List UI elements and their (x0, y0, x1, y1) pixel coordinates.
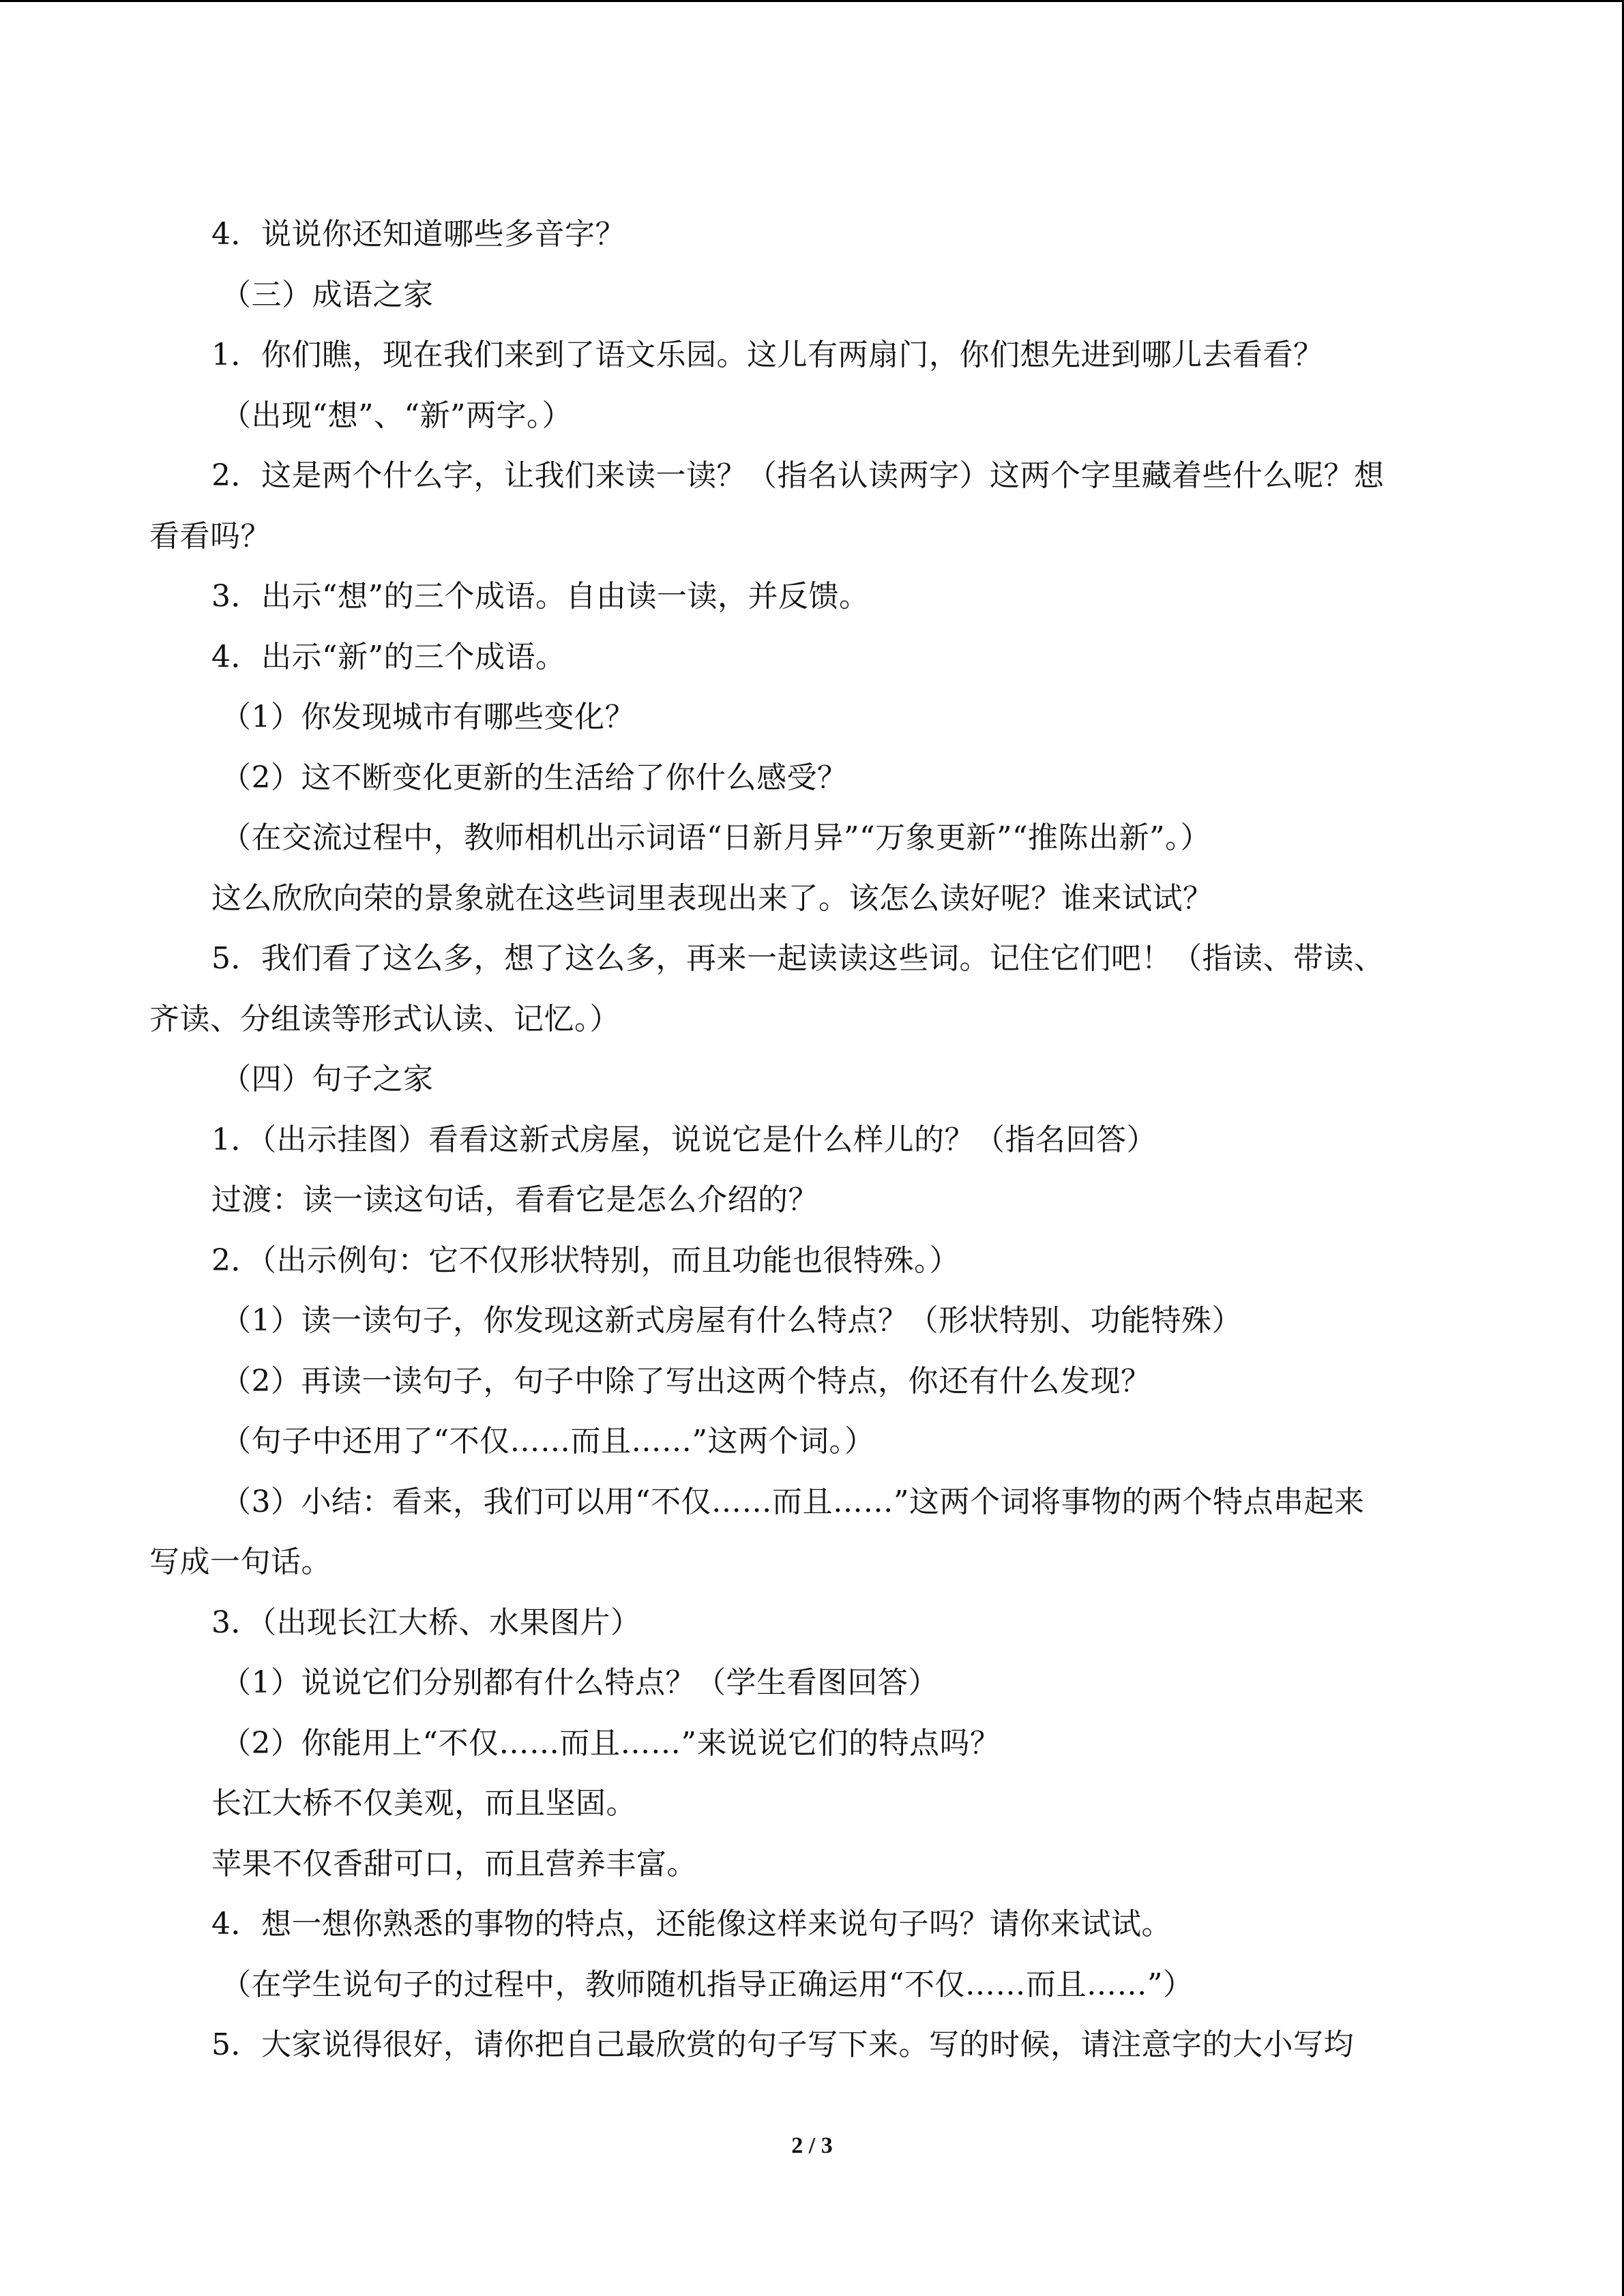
text-line: 4．想一想你熟悉的事物的特点，还能像这样来说句子吗？请你来试试。 (211, 1907, 1172, 1941)
text-line: （四）句子之家 (221, 1062, 434, 1097)
text-line: 这么欣欣向荣的景象就在这些词里表现出来了。该怎么读好呢？谁来试试？ (211, 880, 1213, 916)
text-line: （三）成语之家 (221, 277, 434, 312)
text-line: 长江大桥不仅美观，而且坚固。 (211, 1786, 636, 1821)
text-line: （在学生说句子的过程中，教师随机指导正确运用“不仅……而且……”） (221, 1967, 1194, 2002)
text-line: 过渡：读一读这句话，看看它是怎么介绍的？ (211, 1182, 818, 1217)
text-line: 4．出示“新”的三个成语。 (211, 639, 566, 674)
text-line: 4．说说你还知道哪些多音字？ (211, 217, 625, 252)
text-line: 1．你们瞧，现在我们来到了语文乐园。这儿有两扇门，你们想先进到哪儿去看看？ (211, 338, 1324, 372)
text-line: （句子中还用了“不仅……而且……”这两个词。） (221, 1424, 875, 1459)
text-line: 5．我们看了这么多，想了这么多，再来一起读读这些词。记住它们吧！（指读、带读、 (211, 941, 1385, 976)
text-line: 2．这是两个什么字，让我们来读一读？（指名认读两字）这两个字里藏着些什么呢？想 (211, 458, 1385, 493)
text-line: 2．（出示例句：它不仅形状特别，而且功能也很特殊。） (211, 1242, 960, 1278)
text-line: 苹果不仅香甜可口，而且营养丰富。 (211, 1846, 697, 1881)
text-line: （2）再读一读句子，句子中除了写出这两个特点，你还有什么发现？ (221, 1363, 1151, 1399)
text-line: 1．（出示挂图）看看这新式房屋，说说它是什么样儿的？（指名回答） (211, 1122, 1157, 1157)
text-line: （3）小结：看来，我们可以用“不仅……而且……”这两个词将事物的两个特点串起来 (221, 1484, 1365, 1519)
text-line: （2）这不断变化更新的生活给了你什么感受？ (221, 760, 848, 795)
text-line: 5．大家说得很好，请你把自己最欣赏的句子写下来。写的时候，请注意字的大小写均 (211, 2027, 1354, 2062)
document-body (149, 205, 1473, 2076)
page-number: 2 / 3 (791, 2133, 833, 2158)
text-line: （出现“想”、“新”两字。） (221, 398, 572, 433)
text-line: （在交流过程中，教师相机出示词语“日新月异”“万象更新”“推陈出新”。） (221, 820, 1211, 855)
text-line: 写成一句话。 (149, 1545, 331, 1579)
text-line: 3．出示“想”的三个成语。自由读一读，并反馈。 (211, 579, 870, 614)
text-line: 3．（出现长江大桥、水果图片） (211, 1605, 641, 1640)
text-line: （2）你能用上“不仅……而且……”来说说它们的特点吗？ (221, 1725, 1001, 1761)
text-line: 看看吗？ (149, 518, 271, 554)
text-line: （1）说说它们分别都有什么特点？（学生看图回答） (221, 1665, 939, 1700)
text-line: （1）你发现城市有哪些变化？ (221, 700, 635, 734)
text-line: （1）读一读句子，你发现这新式房屋有什么特点？（形状特别、功能特殊） (221, 1303, 1242, 1338)
text-line: 齐读、分组读等形式认读、记忆。） (149, 1001, 620, 1037)
